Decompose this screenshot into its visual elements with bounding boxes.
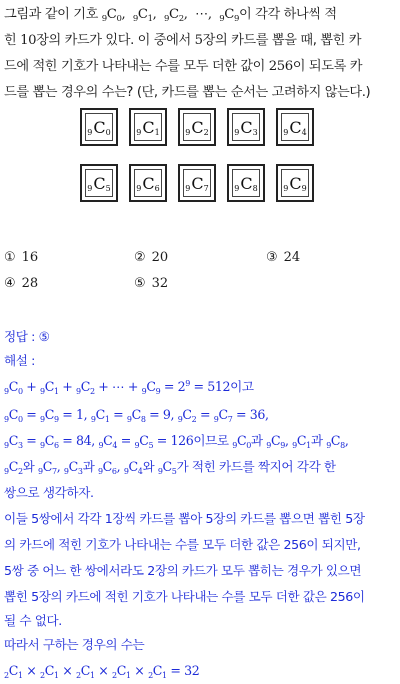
solution-result: $_2C_1 \times _2C_1 \times _2C_1 \times _2C_1 \times _2C_1 = 32$	[4, 663, 200, 680]
card-3	[227, 108, 265, 146]
card-4	[276, 108, 314, 146]
card-symbol: 9 C 0	[85, 113, 113, 141]
solution-line-6: 이들 5쌍에서 각각 1장씩 카드를 뽑아 5장의 카드를 뽑으면 뽑힌 5장	[4, 511, 365, 526]
answer-label: 정답 : ⑤	[4, 329, 50, 344]
card-6	[129, 164, 167, 202]
card-9	[276, 164, 314, 202]
card-symbol: 9 C 7	[183, 169, 211, 197]
card-5	[80, 164, 118, 202]
solution-line-11: 따라서 구하는 경우의 수는	[4, 637, 145, 652]
choice-2[interactable]: ② 20	[134, 250, 169, 265]
question-line-2: 힌 10장의 카드가 있다. 이 중에서 5장의 카드를 뽑을 때, 뽑힌 카	[4, 33, 362, 48]
choice-3[interactable]: ③ 24	[266, 250, 301, 265]
card-0	[80, 108, 118, 146]
card-symbol: 9 C 2	[183, 113, 211, 141]
card-symbol: 9 C 5	[85, 169, 113, 197]
solution-line-7: 의 카드에 적힌 기호가 나타내는 수를 모두 더한 값은 256이 되지만,	[4, 537, 361, 552]
question-line-1: 그림과 같이 기호 $_9C_0$, $_9C_1$, $_9C_2$, ⋯, $_9C_9$이 각각 하나씩 적	[4, 7, 337, 24]
card-symbol: 9 C 4	[281, 113, 309, 141]
card-symbol: 9 C 8	[232, 169, 260, 197]
solution-line-8: 5쌍 중 어느 한 쌍에서라도 2장의 카드가 모두 뽑히는 경우가 있으면	[4, 563, 362, 578]
card-7	[178, 164, 216, 202]
solution-line-1: $_9C_0 + _9C_1 + _9C_2$ + ⋯ + $_9C_9 = 2^9 = 512$이고	[4, 379, 254, 396]
card-symbol: 9 C 1	[134, 113, 162, 141]
solution-line-4: $_9C_2$와 $_9C_7$, $_9C_3$과 $_9C_6$, $_9C_4$와 $_9C_5$가 적힌 카드를 짝지어 각각 한	[4, 459, 336, 476]
card-symbol: 9 C 9	[281, 169, 309, 197]
card-8	[227, 164, 265, 202]
solution-line-9: 뽑힌 5장의 카드에 적힌 기호가 나타내는 수를 모두 더한 값은 256이	[4, 589, 365, 604]
card-symbol: 9 C 6	[134, 169, 162, 197]
choice-5[interactable]: ⑤ 32	[134, 276, 169, 291]
choice-1[interactable]: ① 16	[4, 250, 39, 265]
question-text	[4, 2, 398, 106]
solution-line-10: 될 수 없다.	[4, 613, 62, 628]
solution-line-2: $_9C_0 = _9C_9 = 1$, $_9C_1 = _9C_8 = 9$, $_9C_2 = _9C_7 = 36$,	[4, 407, 269, 424]
solution-line-3: $_9C_3 = _9C_6 = 84$, $_9C_4 = _9C_5 = 126$이므로 $_9C_0$과 $_9C_9$, $_9C_1$과 $_9C_8$,	[4, 433, 349, 450]
card-symbol: 9 C 3	[232, 113, 260, 141]
explain-label: 해설 :	[4, 353, 35, 368]
card-2	[178, 108, 216, 146]
question-line-3: 드에 적힌 기호가 나타내는 수를 모두 더한 값이 256이 되도록 카	[4, 59, 363, 74]
solution-line-5: 쌍으로 생각하자.	[4, 485, 94, 500]
question-line-4: 드를 뽑는 경우의 수는? (단, 카드를 뽑는 순서는 고려하지 않는다.)	[4, 85, 371, 100]
card-1	[129, 108, 167, 146]
choice-4[interactable]: ④ 28	[4, 276, 39, 291]
